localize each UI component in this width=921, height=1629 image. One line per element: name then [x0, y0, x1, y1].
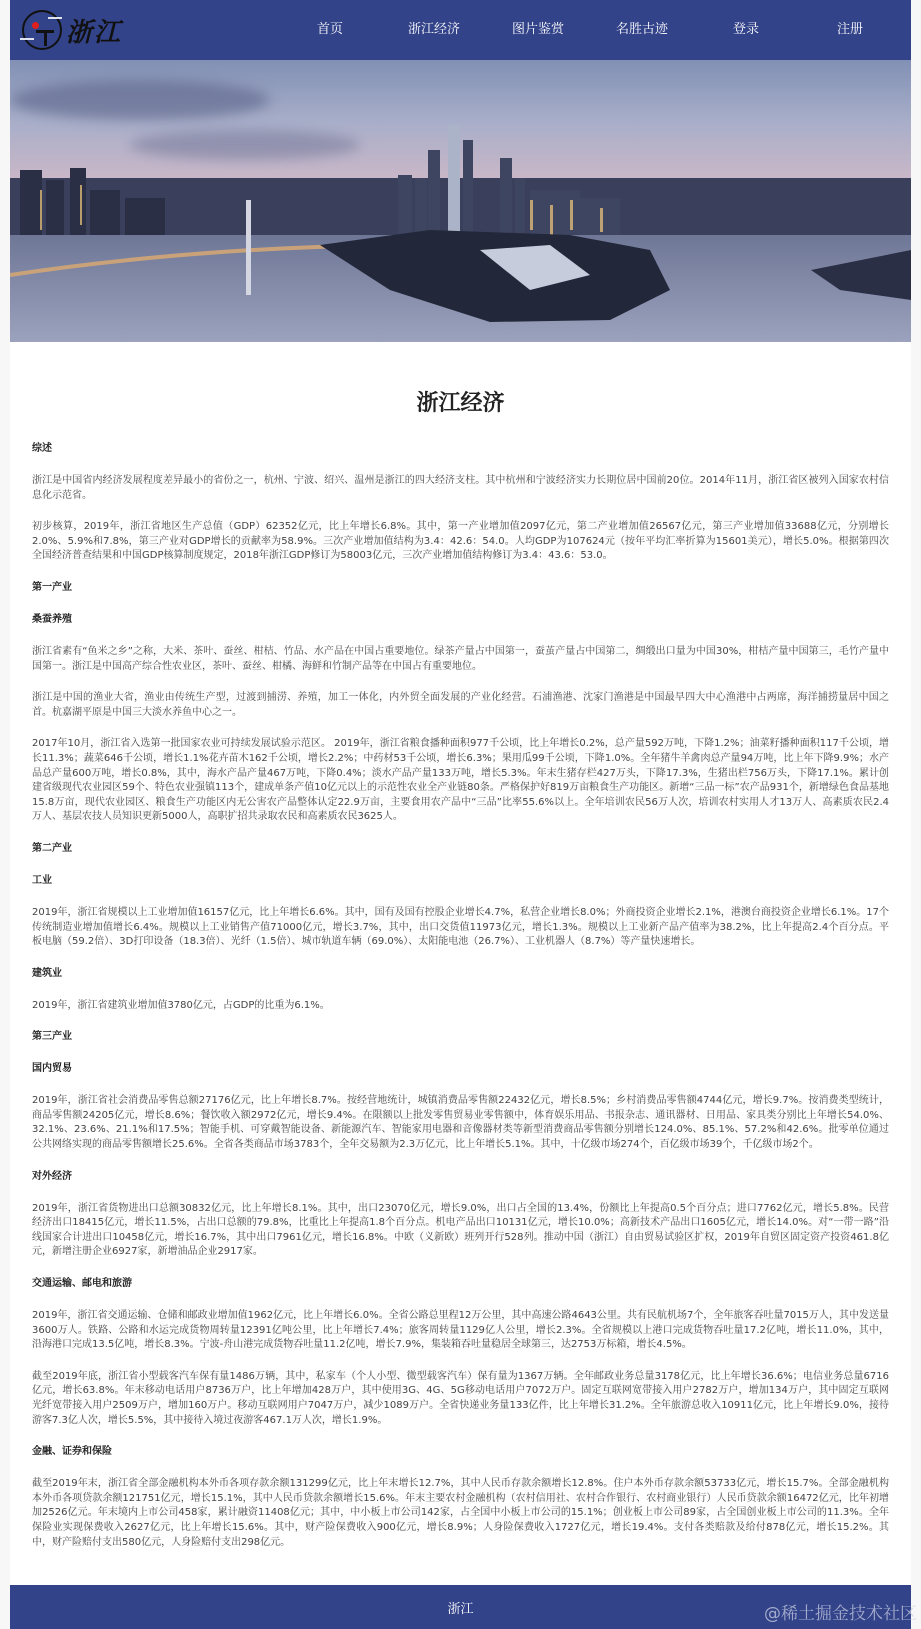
paragraph: 截至2019年末，浙江省全部金融机构本外币各项存款余额131299亿元，比上年末增长12.7%，其中人民币存款余额增长12.8%。住户本外币存款余额53733亿元，增长15.7%。全部金融机构本外币各项贷款余额121751亿元，增长15.1%，其中人民币贷款余额增长15.6%。年末主要农村金融机构（农村信用社、农村合作银行、农村商业银行）人民币贷款余额16472亿元，比年初增加2526亿元。年末境内上市公司458家，累计融资11408亿元；其中，中小板上市公司142家，占全国中小板上市公司的15.1%；创业板上市公司89家，占全国创业板上市公司的11.3%。全年保险业实现保费收入2627亿元，比上年增长15.6%。其中，财产险保费收入900亿元，增长8.9%；人身险保费收入1727亿元，增长19.4%。支付各类赔款及给付878亿元，增长15.2%。其中，财产险赔付支出580亿元，人身险赔付支出298亿元。	[32, 1478, 889, 1548]
logo-text: 浙江	[66, 17, 123, 48]
site-footer	[10, 1585, 917, 1629]
paragraph: 2017年10月，浙江省入选第一批国家农业可持续发展试验示范区。 2019年，浙江省粮食播种面积977千公顷，比上年增长0.2%，总产量592万吨，下降1.2%；油菜籽播种面积117千公顷，增长11.3%；蔬菜646千公顷，增长1.1%花卉苗木162千公顷，增长2.2%；中药材53千公顷，增长6.3%；果用瓜99千公顷，下降1.0%。全年猪牛羊禽肉总产量94万吨，比上年下降9.9%；水产品总产量600万吨，增长0.8%，其中，海水产品产量467万吨，下降0.4%；淡水产品产量133万吨，增长5.3%。年末生猪存栏427万头，下降17.3%，生猪出栏756万头，下降17.1%。累计创建省级现代农业园区59个、特色农业强镇113个，建成单条产值10亿元以上的示范性农业全产业链80条。严格保护好819万亩粮食生产功能区。新增“三品一标”农产品931个，新增绿色食品基地15.8万亩，现代农业园区、粮食生产功能区内无公害农产品整体认定22.9万亩，主要食用农产品中“三品”比率55.6%以上。全年培训农民56万人次，培训农村实用人才13万人、高素质农民2.4万人、基层农技人员知识更新5000人，高职扩招共录取农民和高素质农民3625人。	[32, 738, 889, 823]
article-content	[10, 342, 911, 1585]
nav-zhejiang-economy[interactable]: 浙江经济	[407, 22, 460, 37]
paragraph: 浙江是中国的渔业大省，渔业由传统生产型，过渡到捕涝、养殖，加工一体化，内外贸全面发展的产业化经营。石浦渔港、沈家门渔港是中国最早四大中心渔港中占两席，海洋捕捞量居中国之首。杭嘉湖平原是中国三大淡水养鱼中心之一。	[32, 692, 889, 718]
section-heading-overview: 综述	[32, 443, 52, 454]
subsection-heading-foreign-economy: 对外经济	[32, 1170, 72, 1182]
paragraph: 浙江是中国省内经济发展程度差异最小的省份之一，杭州、宁波、绍兴、温州是浙江的四大经济支柱。其中杭州和宁波经济实力长期位居中国前20位。2014年11月，浙江省区被列入国家农村信息化示范省。	[32, 475, 889, 501]
subsection-heading-finance: 金融、证券和保险	[32, 1446, 112, 1458]
logo-emblem-icon	[22, 10, 62, 50]
paragraph: 2019年，浙江省规模以上工业增加值16157亿元，比上年增长6.6%。其中，国有及国有控股企业增长4.7%，私营企业增长8.0%；外商投资企业增长2.1%，港澳台商投资企业增长6.1%。17个传统制造业增加值增长6.4%。规模以上工业销售产值71000亿元，增长3.7%，其中，出口交货值11973亿元，增长1.3%。规模以上工业新产品产值率为38.2%，比上年提高2.4个百分点。平板电脑（59.2倍）、3D打印设备（18.3倍）、光纤（1.5倍）、城市轨道车辆（69.0%）、太阳能电池（26.7%）、工业机器人（8.7%）等产量快速增长。	[32, 906, 890, 948]
hero-banner-image	[10, 60, 911, 342]
nav-login[interactable]: 登录	[732, 22, 759, 37]
nav-gallery[interactable]: 图片鉴赏	[511, 22, 564, 37]
subsection-heading-industry: 工业	[32, 874, 52, 886]
subsection-heading-transport-telecom-tourism: 交通运输、邮电和旅游	[32, 1278, 132, 1290]
subsection-heading-domestic-trade: 国内贸易	[32, 1063, 72, 1075]
nav-register[interactable]: 注册	[836, 22, 863, 37]
footer-text: 浙江	[447, 1601, 474, 1617]
paragraph: 2019年，浙江省交通运输、仓储和邮政业增加值1962亿元，比上年增长6.0%。全省公路总里程12万公里，其中高速公路4643公里。共有民航机场7个，全年旅客吞吐量7015万人，其中发送量3600万人。铁路、公路和水运完成货物周转量12391亿吨公里，比上年增长7.4%；旅客周转量1129亿人公里，增长2.3%。全省规模以上港口完成货物吞吐量17.2亿吨，增长11.0%，其中，沿海港口完成13.5亿吨，增长8.3%。宁波-舟山港完成货物吞吐量11.2亿吨，增长7.9%，集装箱吞吐量稳居全球第三，达2753万标箱，增长4.5%。	[32, 1310, 889, 1351]
site-header	[10, 0, 911, 60]
section-heading-tertiary-industry: 第三产业	[32, 1031, 72, 1043]
paragraph: 2019年，浙江省货物进出口总额30832亿元，比上年增长8.1%。其中，出口23070亿元，增长9.0%，出口占全国的13.4%，份额比上年提高0.5个百分点；进口7762亿元，增长5.8%。民营经济出口18415亿元，增长11.5%，占出口总额的79.8%，比重比上年提高1.8个百分点。机电产品出口10131亿元，增长10.0%；高新技术产品出口1605亿元，增长14.0%。对“一带一路”沿线国家合计进出口10458亿元，增长16.7%，其中出口7961亿元，增长16.8%。中欧（义新欧）班列开行528列。推动中国（浙江）自由贸易试验区扩权，2019年自贸区固定资产投资461.8亿元，新增注册企业6927家，新增油品企业2917家。	[32, 1202, 889, 1258]
site-logo[interactable]	[22, 6, 152, 54]
subsection-heading-sericulture: 桑蚕养殖	[32, 613, 72, 625]
nav-home[interactable]: 首页	[316, 22, 343, 37]
section-heading-secondary-industry: 第二产业	[32, 842, 72, 854]
paragraph: 截至2019年底，浙江省小型载客汽车保有量1486万辆，其中，私家车（个人小型、微型载客汽车）保有量为1367万辆。全年邮政业务总量3178亿元，比上年增长36.6%；电信业务总量6716亿元，增长63.8%。年末移动电话用户8736万户，比上年增加428万户，其中使用3G、4G、5G移动电话用户7072万户。固定互联网宽带接入用户2782万户，增加134万户，其中固定互联网光纤宽带接入用户2509万户，增加160万户。移动互联网用户7047万户，减少1089万户。全省快递业务量133亿件，比上年增长31.2%。全年旅游总收入10911亿元，比上年增长9.0%，接待游客7.3亿人次，增长5.5%，其中接待入境过夜游客467.1万人次，增长1.9%。	[32, 1370, 889, 1426]
page-container	[10, 0, 917, 1629]
paragraph: 浙江省素有“鱼米之乡”之称，大米、茶叶、蚕丝、柑桔、竹品、水产品在中国占重要地位。绿茶产量占中国第一，蚕茧产量占中国第二，绸缎出口量为中国30%，柑桔产量中国第三，毛竹产量中国第一。浙江是中国高产综合性农业区，茶叶、蚕丝、柑橘、海鲜和竹制产品等在中国占有重要地位。	[32, 645, 889, 672]
page-title: 浙江经济	[416, 391, 505, 416]
watermark: @稀土掘金技术社区	[764, 1604, 917, 1625]
paragraph: 2019年，浙江省社会消费品零售总额27176亿元，比上年增长8.7%。按经营地统计，城镇消费品零售额22432亿元，增长8.5%；乡村消费品零售额4744亿元，增长9.7%。按消费类型统计，商品零售额24205亿元，增长8.6%；餐饮收入额2972亿元，增长9.4%。在限额以上批发零售贸易业零售额中，体育娱乐用品、书报杂志、通讯器材、日用品、家具类分别比上年增长54.0%、32.1%、23.6%、21.1%和17.5%；智能手机、可穿戴智能设备、新能源汽车、智能家用电器和音像器材类等新型消费商品零售额分别增长124.0%、85.1%、57.2%和42.6%。批零单位通过公共网络实现的商品零售额增长25.6%。全省各类商品市场3783个，全年交易额为2.3万亿元，比上年增长5.1%。其中，十亿级市场274个，百亿级市场39个，千亿级市场2个。	[32, 1095, 889, 1151]
section-heading-primary-industry: 第一产业	[32, 581, 72, 593]
subsection-heading-construction: 建筑业	[32, 967, 62, 979]
main-nav	[278, 0, 902, 60]
paragraph: 初步核算，2019年，浙江省地区生产总值（GDP）62352亿元，比上年增长6.8%。其中，第一产业增加值2097亿元，第二产业增加值26567亿元，第三产业增加值33688亿元，分别增长2.0%、5.9%和7.8%，第三产业对GDP增长的贡献率为58.9%。三次产业增加值结构为3.4：42.6：54.0。人均GDP为107624元（按年平均汇率折算为15601美元），增长5.0%。根据第四次全国经济普查结果和中国GDP核算制度规定，2018年浙江GDP修订为58003亿元，三次产业增加值结构修订为3.4：43.6：53.0。	[32, 521, 889, 562]
nav-scenic-spots[interactable]: 名胜古迹	[615, 22, 668, 37]
paragraph: 2019年，浙江省建筑业增加值3780亿元，占GDP的比重为6.1%。	[32, 999, 330, 1011]
city-skyline-icon	[10, 60, 911, 342]
